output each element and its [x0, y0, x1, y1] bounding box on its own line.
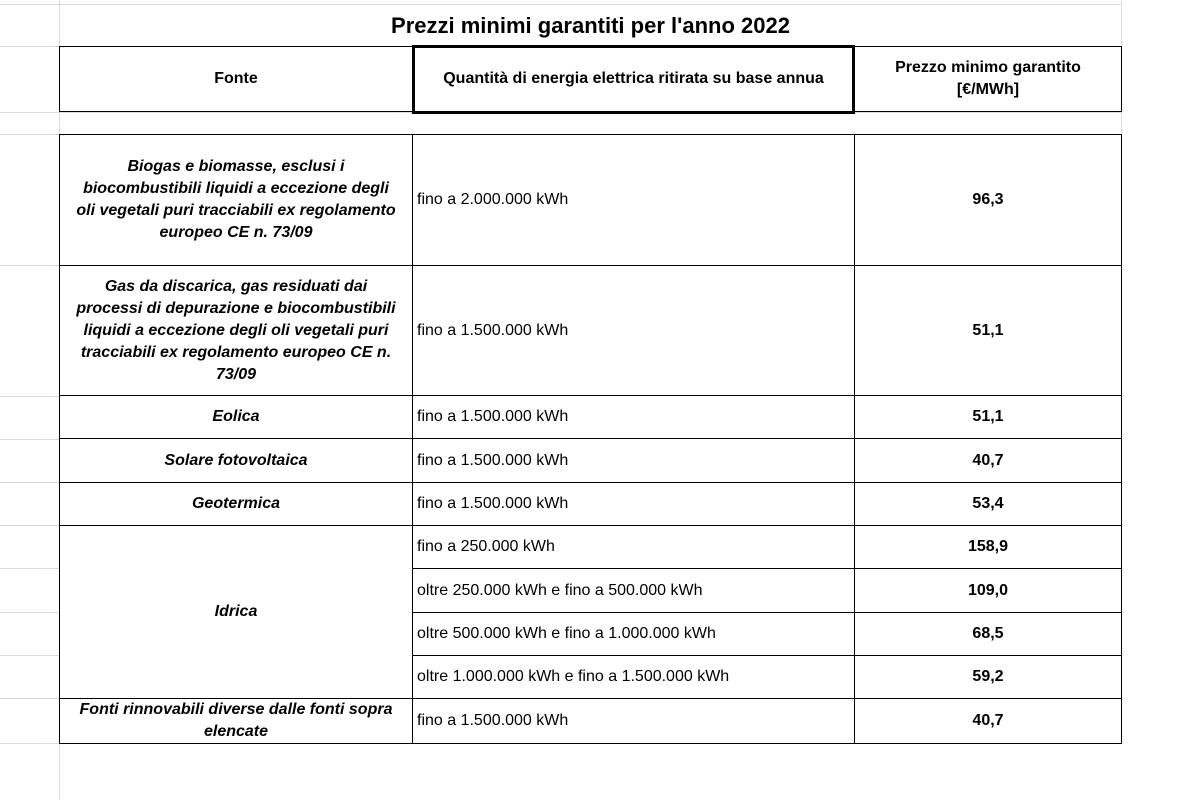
- row-idrica-quantita-4: oltre 1.000.000 kWh e fino a 1.500.000 kWh: [417, 668, 730, 685]
- row-idrica-quantita-3: oltre 500.000 kWh e fino a 1.000.000 kWh: [417, 625, 716, 642]
- row-altre-prezzo: 40,7: [972, 712, 1004, 729]
- row-biogas-fonte: [60, 135, 412, 265]
- row-idrica-prezzo-4: 59,2: [972, 668, 1004, 685]
- fonte-line: 73/09: [215, 365, 257, 383]
- row-solare-quantita: fino a 1.500.000 kWh: [417, 451, 569, 469]
- header-quantita: Quantità di energia elettrica ritirata su base annua: [443, 70, 824, 87]
- row-biogas-prezzo: 96,3: [972, 191, 1004, 208]
- row-geotermica-fonte: Geotermica: [191, 495, 281, 512]
- grid-row-line: [0, 568, 60, 569]
- row-altre-fonte: [60, 699, 412, 743]
- fonte-line: processi di depurazione e biocombustibili: [76, 299, 396, 317]
- border-line: [1121, 134, 1122, 744]
- fonte-line: europeo CE n. 73/09: [159, 224, 313, 241]
- row-gas-prezzo: 51,1: [972, 321, 1004, 339]
- fonte-line: elencate: [203, 723, 269, 740]
- row-geotermica-prezzo: 53,4: [972, 495, 1004, 512]
- grid-row-line: [0, 612, 60, 613]
- fonte-line: biocombustibili liquidi a eccezione degli: [83, 180, 389, 197]
- fonte-line: liquidi a eccezione degli oli vegetali puri: [83, 321, 389, 339]
- row-idrica-prezzo-3: 68,5: [972, 625, 1004, 642]
- row-gas-quantita: fino a 1.500.000 kWh: [417, 321, 569, 339]
- row-idrica-quantita-2: oltre 250.000 kWh e fino a 500.000 kWh: [417, 581, 703, 599]
- fonte-line: Fonti rinnovabili diverse dalle fonti sopra: [79, 701, 393, 718]
- header-prezzo: [855, 47, 1121, 111]
- row-idrica-quantita-1: fino a 250.000 kWh: [417, 538, 555, 555]
- header-prezzo-line1: Prezzo minimo garantito: [895, 59, 1081, 76]
- row-eolica-quantita: fino a 1.500.000 kWh: [417, 408, 569, 425]
- row-biogas-quantita: fino a 2.000.000 kWh: [417, 191, 569, 208]
- fonte-line: oli vegetali puri tracciabili ex regolamento: [76, 202, 396, 219]
- table-title: Prezzi minimi garantiti per l'anno 2022: [391, 12, 790, 38]
- grid-row-line: [0, 265, 60, 266]
- row-solare-fonte: Solare fotovoltaica: [164, 451, 308, 469]
- header-prezzo-line2: [€/MWh]: [956, 81, 1020, 98]
- grid-row-line: [0, 396, 60, 397]
- grid-row-line: [0, 698, 60, 699]
- border-line: [1121, 46, 1122, 112]
- fonte-line: tracciabili ex regolamento europeo CE n.: [80, 343, 392, 361]
- row-idrica-fonte: Idrica: [214, 603, 258, 620]
- row-eolica-fonte: Eolica: [212, 408, 260, 425]
- header-fonte: Fonte: [214, 70, 258, 87]
- border-line: [59, 743, 1122, 744]
- row-altre-quantita: fino a 1.500.000 kWh: [417, 712, 569, 729]
- row-solare-prezzo: 40,7: [972, 451, 1004, 469]
- row-gas-fonte: [60, 266, 412, 395]
- grid-row-line: [0, 525, 60, 526]
- grid-row-line: [0, 743, 60, 744]
- row-idrica-prezzo-2: 109,0: [967, 581, 1009, 599]
- grid-row-line: [0, 655, 60, 656]
- row-eolica-prezzo: 51,1: [972, 408, 1004, 425]
- grid-row-line: [0, 482, 60, 483]
- fonte-line: Biogas e biomasse, esclusi i: [127, 158, 345, 175]
- grid-row-line: [0, 46, 60, 47]
- row-idrica-prezzo-1: 158,9: [967, 538, 1009, 555]
- fonte-line: Gas da discarica, gas residuati dai: [104, 277, 368, 295]
- row-geotermica-quantita: fino a 1.500.000 kWh: [417, 495, 569, 512]
- grid-row-line: [0, 439, 60, 440]
